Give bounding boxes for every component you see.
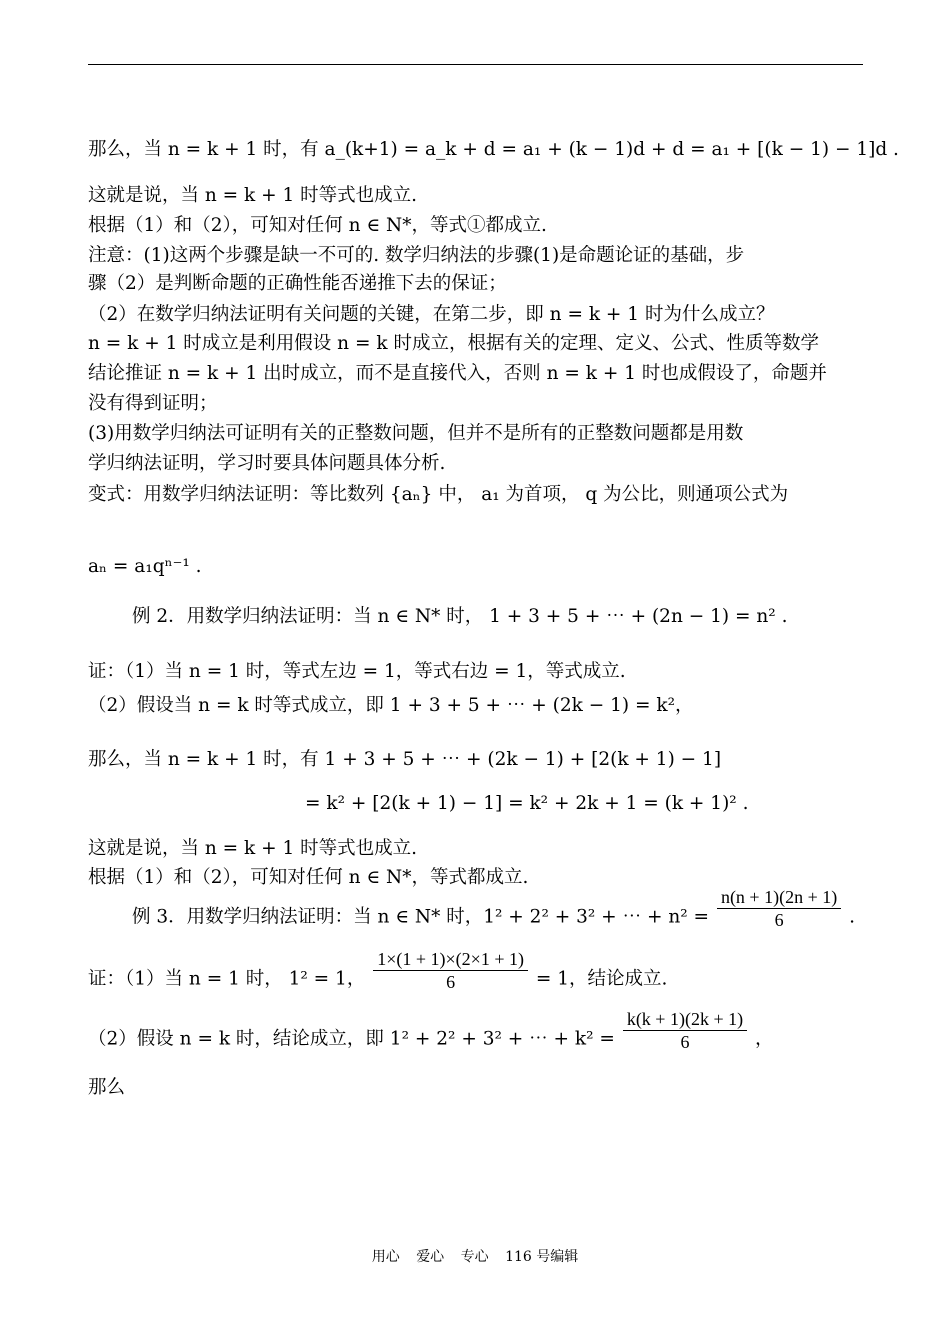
page-footer (0, 1246, 950, 1266)
example-3-hypothesis-denominator: 6 (680, 1032, 690, 1052)
example-3-fraction (717, 886, 841, 931)
text-line-2: 这就是说，当 n = k + 1 时等式也成立. (88, 185, 418, 206)
example-2-step-line-2: = k² + [2(k + 1) − 1] = k² + 2k + 1 = (k + 1)² . (305, 793, 749, 814)
text-line-12: 变式：用数学归纳法证明：等比数列 {aₙ} 中， a₁ 为首项， q 为公比，则通项公式为 (88, 484, 789, 505)
text-line-10: (3)用数学归纳法可证明有关的正整数问题，但并不是所有的正整数问题都是用数 (88, 423, 744, 444)
example-3-statement: 例 3．用数学归纳法证明：当 n ∈ N* 时，1² + 2² + 3² + ⋯ + n² = $\frac{n(n + 1)(2n + 1)}{6}$ . (132, 887, 855, 930)
footer-text-a: 用心 (371, 1249, 400, 1265)
example-3-base-fraction (373, 948, 528, 993)
text-line-7: n = k + 1 时成立是利用假设 n = k 时成立，根据有关的定理、定义、公式、性质等数学 (88, 333, 819, 354)
example-3-hypothesis-numerator: k(k + 1)(2k + 1) (623, 1008, 747, 1031)
text-line-6: （2）在数学归纳法证明有关问题的关键，在第二步，即 n = k + 1 时为什么成立？ (88, 304, 775, 325)
example-2-base-case: 证：（1）当 n = 1 时，等式左边 = 1，等式右边 = 1，等式成立. (88, 661, 626, 682)
example-3-base-text: 证：（1）当 n = 1 时， 1² = 1， (88, 968, 366, 990)
text-line-9: 没有得到证明； (88, 393, 218, 414)
header-rule (88, 64, 863, 65)
footer-text-c: 专心 (460, 1249, 489, 1265)
text-line-11: 学归纳法证明，学习时要具体问题具体分析. (88, 453, 446, 474)
footer-text-b: 爱心 (416, 1249, 445, 1265)
closing-word: 那么 (88, 1077, 126, 1098)
footer-text-d: 116 号编辑 (505, 1249, 579, 1265)
example-3-hypothesis-fraction (623, 1008, 747, 1053)
text-line-13: aₙ = a₁qⁿ⁻¹ . (88, 556, 202, 577)
example-3-statement-text: 例 3．用数学归纳法证明：当 n ∈ N* 时，1² + 2² + 3² + ⋯ + n² = (132, 906, 710, 928)
example-2-final: 根据（1）和（2），可知对任何 n ∈ N*，等式都成立. (88, 867, 529, 888)
text-line-3: 根据（1）和（2），可知对任何 n ∈ N*，等式①都成立. (88, 215, 547, 236)
example-3-base-numerator: 1×(1 + 1)×(2×1 + 1) (373, 948, 528, 971)
example-3-numerator: n(n + 1)(2n + 1) (717, 886, 841, 909)
example-3-hypothesis-text: （2）假设 n = k 时，结论成立，即 1² + 2² + 3² + ⋯ + k² = (88, 1028, 615, 1050)
example-2-statement: 例 2．用数学归纳法证明：当 n ∈ N* 时， 1 + 3 + 5 + ⋯ + (2n − 1) = n² . (132, 606, 788, 627)
text-line-5: 骤（2）是判断命题的正确性能否递推下去的保证； (88, 273, 507, 294)
example-3-hypothesis: （2）假设 n = k 时，结论成立，即 1² + 2² + 3² + ⋯ + k² = $\frac{k(k + 1)(2k + 1)}{6}$ ， (88, 1009, 774, 1052)
example-3-base-denominator: 6 (446, 972, 456, 992)
text-line-4: 注意：(1)这两个步骤是缺一不可的. 数学归纳法的步骤(1)是命题论证的基础，步 (88, 245, 745, 266)
text-line-8: 结论推证 n = k + 1 出时成立，而不是直接代入，否则 n = k + 1 时也成假设了，命题并 (88, 363, 827, 384)
example-3-base-result: = 1，结论成立. (535, 968, 668, 990)
example-2-step-line-1: 那么，当 n = k + 1 时，有 1 + 3 + 5 + ⋯ + (2k − 1) + [2(k + 1) − 1] (88, 749, 722, 770)
text-line-1: 那么，当 n = k + 1 时，有 a_(k+1) = a_k + d = a₁ + (k − 1)d + d = a₁ + [(k − 1) − 1]d . (88, 139, 899, 160)
example-3-denominator: 6 (774, 910, 784, 930)
example-2-hypothesis: （2）假设当 n = k 时等式成立，即 1 + 3 + 5 + ⋯ + (2k − 1) = k²， (88, 695, 694, 716)
example-2-conclusion: 这就是说，当 n = k + 1 时等式也成立. (88, 838, 418, 859)
